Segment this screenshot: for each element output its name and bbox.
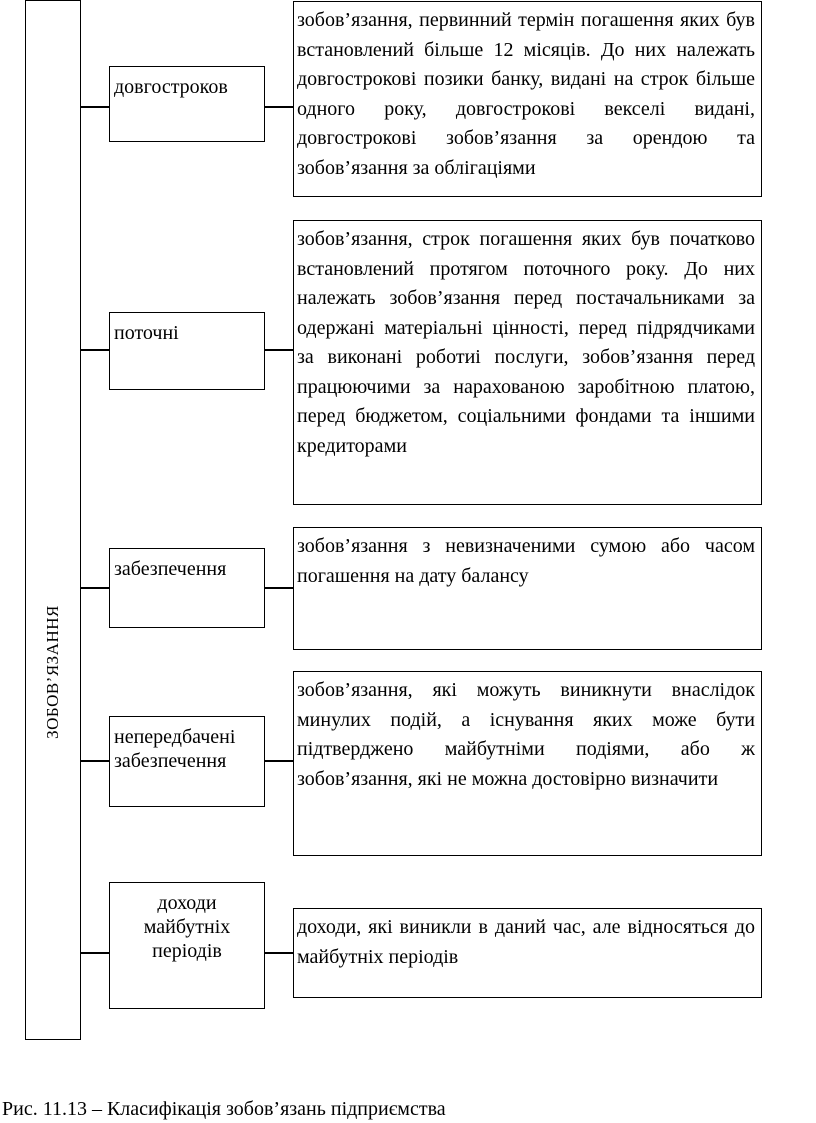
description-deferred-income: доходи, які виникли в даний час, але відносяться до майбутніх періодів bbox=[293, 908, 762, 998]
connector-cat-desc-2 bbox=[265, 349, 293, 351]
description-contingent: зобов’язання, які можуть виникнути внаслідок минулих подій, а існування яких може бути підтверджено майбутніми подіями, або ж зобов’язання, які не можна достовірно визначити bbox=[293, 671, 762, 856]
root-label: ЗОБОВ’ЯЗАННЯ bbox=[43, 605, 62, 739]
description-current: зобов’язання, строк погашення яких був початково встановлений протягом поточного року. До них належать зобов’язання перед постачальниками за одержані матеріальні цінності, перед підрядчиками за виконані роботиі послуги, зобов’язання перед працюючими за нарахованою заробітною платою, перед бюджетом, соціальними фондами та іншими кредиторами bbox=[293, 220, 762, 505]
category-current: поточні bbox=[109, 312, 265, 390]
connector-root-cat-1 bbox=[81, 106, 109, 108]
connector-cat-desc-3 bbox=[265, 587, 293, 589]
root-box bbox=[25, 0, 81, 1040]
connector-root-cat-4 bbox=[81, 760, 109, 762]
category-contingent: непередбачені забезпечення bbox=[109, 716, 265, 807]
connector-cat-desc-5 bbox=[265, 952, 293, 954]
figure-caption: Рис. 11.13 – Класифікація зобов’язань підприємства bbox=[2, 1098, 446, 1120]
connector-cat-desc-1 bbox=[265, 106, 293, 108]
description-long-term: зобов’язання, первинний термін погашення яких був встановлений більше 12 місяців. До них належать довгострокові позики банку, видані на строк більше одного року, довгострокові векселі видані, довгострокові зобов’язання за орендою та зобов’язання за облігаціями bbox=[293, 1, 762, 197]
category-long-term: довгостроков bbox=[109, 66, 265, 142]
connector-root-cat-2 bbox=[81, 349, 109, 351]
connector-root-cat-3 bbox=[81, 587, 109, 589]
description-provisions: зобов’язання з невизначеними сумою або часом погашення на дату балансу bbox=[293, 527, 762, 650]
connector-root-cat-5 bbox=[81, 952, 109, 954]
category-deferred-income: доходи майбутніх періодів bbox=[109, 882, 265, 1009]
category-provisions: забезпечення bbox=[109, 548, 265, 628]
connector-cat-desc-4 bbox=[265, 760, 293, 762]
